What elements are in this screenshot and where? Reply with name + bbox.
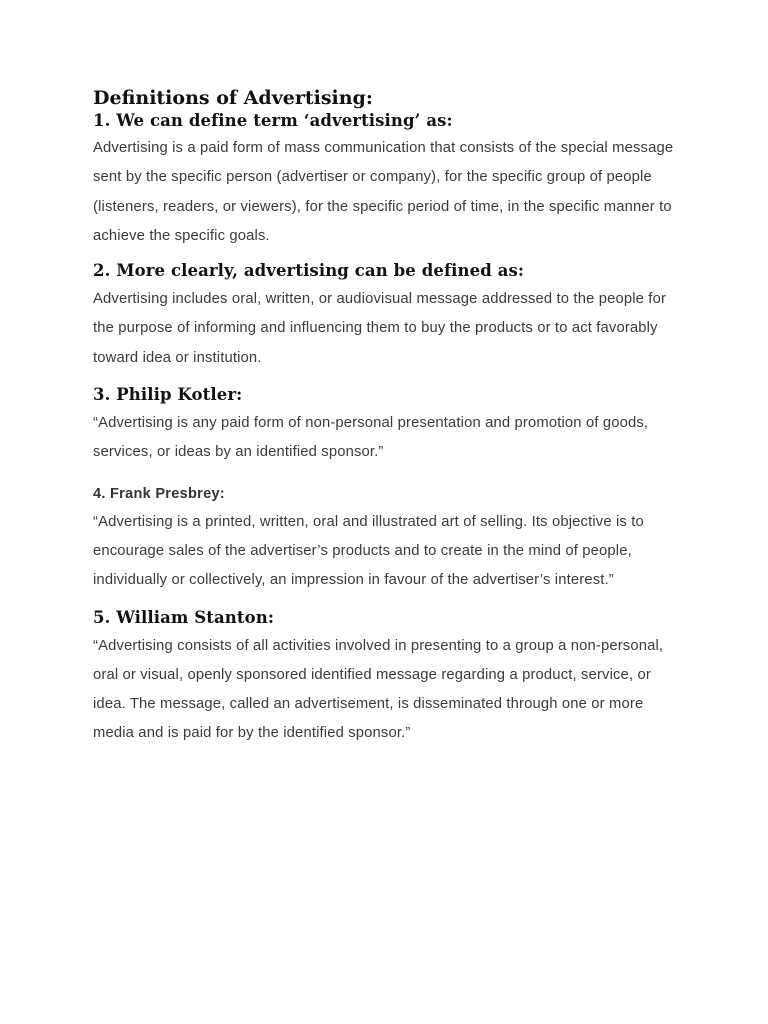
definition-section-3 (93, 384, 683, 468)
document-title: Definitions of Advertising: (93, 87, 373, 109)
section-text-3: “Advertising is any paid form of non-personal presentation and promotion of goods, services, or ideas by an identified sponsor.” (93, 415, 649, 461)
section-heading-4: 4. Frank Presbrey: (93, 485, 225, 502)
section-text-1: Advertising is a paid form of mass communication that consists of the special message sent by the specific person (advertiser or company), for the specific group of people (listeners, readers, or viewers), for the specific period of time, in the specific manner to achieve the specific goals. (93, 140, 674, 244)
definition-section-5 (93, 607, 683, 749)
section-text-2: Advertising includes oral, written, or audiovisual message addressed to the people for the purpose of informing and influencing them to buy the products or to act favorably toward idea or institution. (93, 291, 667, 366)
section-heading-5: 5. William Stanton: (93, 607, 275, 627)
section-heading-1: 1. We can define term ‘advertising’ as: (93, 111, 453, 130)
section-text-5: “Advertising consists of all activities involved in presenting to a group a non-personal, oral or visual, openly sponsored identified message regarding a product, service, or idea. The message, called an advertisement, is disseminated through one or more media and is paid for by the identified sponsor.” (93, 637, 664, 742)
section-text-4: “Advertising is a printed, written, oral and illustrated art of selling. Its objective is to encourage sales of the advertiser’s products and to create in the mind of people, individually or collectively, an impression in favour of the advertiser’s interest.” (93, 513, 644, 589)
document-page (93, 86, 683, 749)
section-heading-3: 3. Philip Kotler: (93, 385, 243, 405)
definition-section-2 (93, 260, 683, 373)
definition-section-1 (93, 110, 683, 251)
definition-section-4 (93, 483, 683, 596)
section-heading-2: 2. More clearly, advertising can be defined as: (93, 261, 525, 281)
